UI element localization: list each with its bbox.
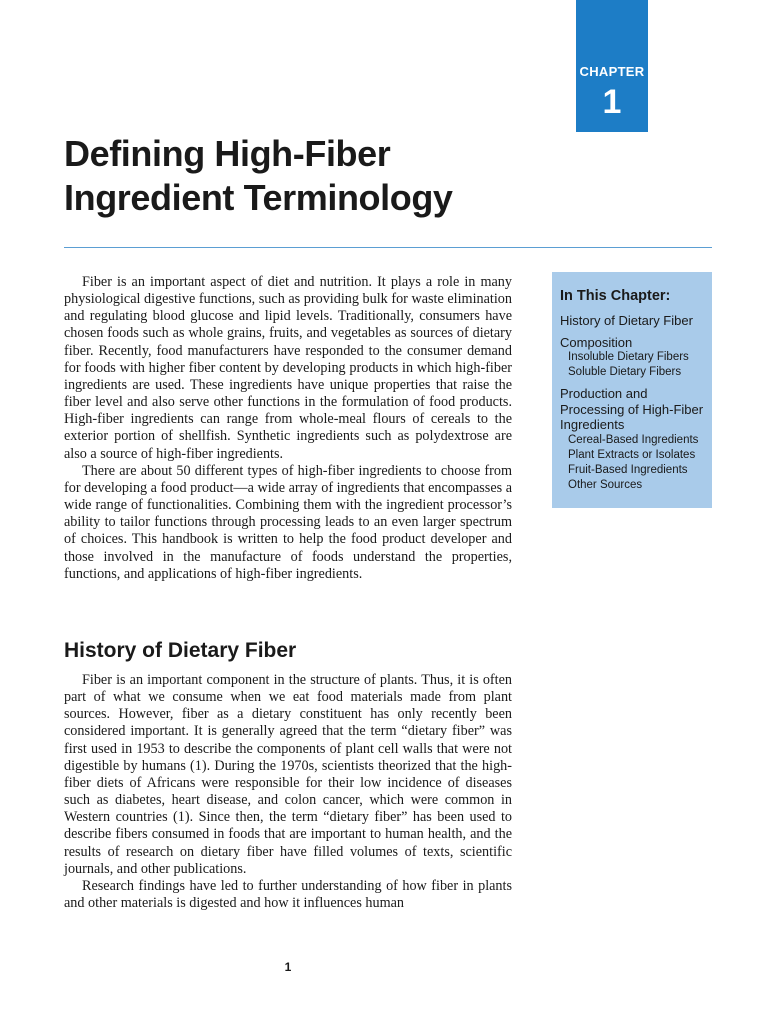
- sidebar-subitem-other: Other Sources: [568, 478, 643, 491]
- page-title: [64, 132, 584, 220]
- sidebar-item-composition: Composition: [560, 334, 633, 350]
- intro-section: [64, 274, 512, 583]
- page-number: 1: [284, 960, 292, 974]
- intro-paragraph-1: Fiber is an important aspect of diet and nutrition. It plays a role in many physiological digestive functions, such as providing bulk for waste elimination and regulating blood glucose and lipid levels. Traditionally, consumers have chosen foods such as whole grains, fruits, and vegetables as sources of dietary fiber. Recently, food manufacturers have responded to the consumer demand for foods with higher fiber content by developing products in which high-fiber ingredients are used. These ingredients have unique properties that raise the fiber level and also serve other functions in the formulation of food products. High-fiber ingredients can range from whole-meal flours of cereals to the exterior portion of shellfish. Synthetic ingredients such as polydextrose are also a source of high-fiber ingredients.: [64, 274, 512, 462]
- page-title-line-2: Ingredient Terminology: [64, 177, 453, 218]
- sidebar-subitem-cereal: Cereal-Based Ingredients: [568, 433, 699, 446]
- section-heading-history: History of Dietary Fiber: [64, 639, 297, 662]
- page-title-line-1: Defining High-Fiber: [64, 133, 391, 174]
- chapter-number: 1: [602, 83, 622, 121]
- history-paragraph-1: Fiber is an important component in the structure of plants. Thus, it is often part of what we consume when we eat food materials made from plant sources. However, fiber as a dietary constituent has only recently been considered important. It is generally agreed that the term “dietary fiber” was first used in 1953 to describe the components of plant cell walls that were not digestible by humans (1). During the 1970s, scientists theorized that the high-fiber diets of Africans were responsible for their low incidence of diseases such as diabetes, heart disease, and colon cancer, which were common in Western countries (1). Since then, the term “dietary fiber” has been used to describe fibers consumed in foods that are important to human health, and the results of research on dietary fiber have filled volumes of texts, scientific journals, and other publications.: [64, 672, 512, 877]
- sidebar-group-production: [560, 386, 704, 493]
- sidebar-group-composition: [560, 335, 704, 381]
- chapter-contents-sidebar: [552, 272, 712, 508]
- sidebar-item-production: Production and Processing of High-Fiber Ingredients: [560, 386, 704, 432]
- sidebar-subitem-fruit: Fruit-Based Ingredients: [568, 463, 688, 476]
- sidebar-item-history: History of Dietary Fiber: [560, 313, 693, 328]
- chapter-tab: [576, 0, 648, 132]
- sidebar-title: In This Chapter:: [560, 288, 671, 304]
- title-divider: [64, 247, 712, 248]
- history-section: [64, 672, 512, 912]
- sidebar-subitem-insoluble: Insoluble Dietary Fibers: [568, 351, 689, 363]
- chapter-label: CHAPTER: [579, 64, 645, 79]
- history-paragraph-2: Research findings have led to further understanding of how fiber in plants and other materials is digested and how it influences human: [64, 877, 512, 912]
- sidebar-subitem-plant-extracts: Plant Extracts or Isolates: [568, 448, 696, 461]
- sidebar-subitem-soluble: Soluble Dietary Fibers: [568, 366, 682, 378]
- intro-paragraph-2: There are about 50 different types of high-fiber ingredients to choose from for developing a food product—a wide array of ingredients that encompasses a wide range of functionalities. Combining them with the ingredient processor’s ability to tailor functions through processing leads to an even larger spectrum of choices. This handbook is written to help the food product developer and those involved in the manufacture of foods understand the properties, functions, and applications of high-fiber ingredients.: [64, 462, 512, 582]
